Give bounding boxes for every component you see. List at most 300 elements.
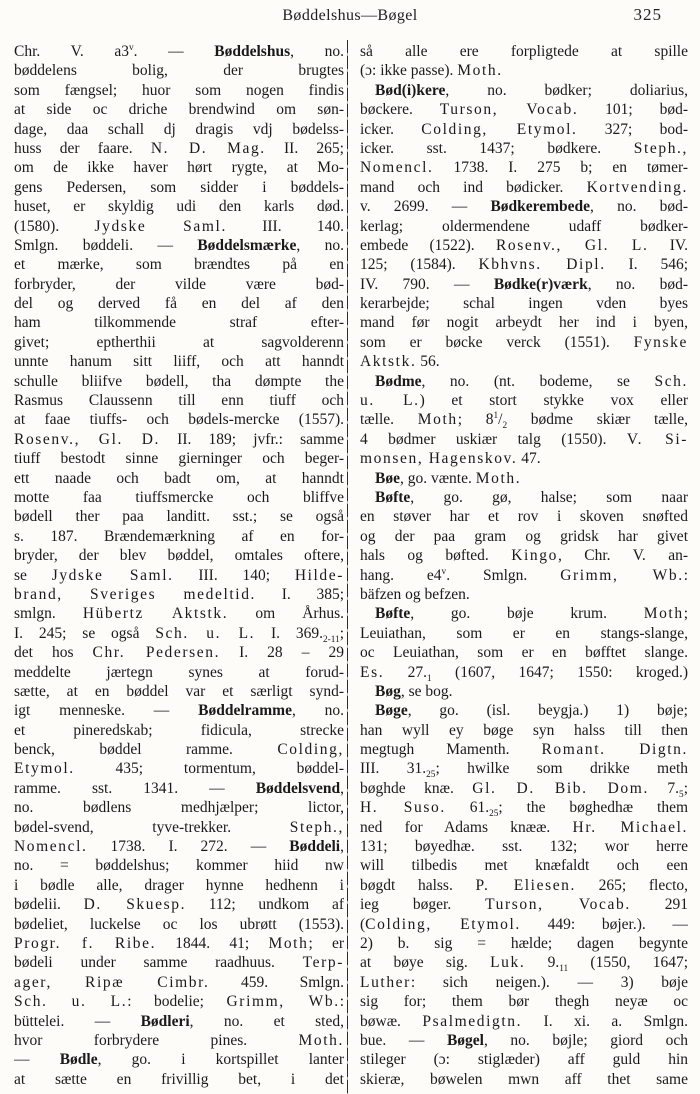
body-text: 7.	[648, 779, 680, 797]
body-text: 11	[559, 964, 569, 973]
text-line	[360, 934, 688, 953]
text-line	[14, 643, 344, 662]
body-text: icker. sst. 1437; bødkere.	[360, 139, 634, 157]
body-text: Moth.	[475, 469, 522, 487]
body-text: 9.	[525, 954, 560, 972]
body-text: givet; eptherthii at sagvolderenn	[14, 333, 344, 351]
body-text: en støver har et rov i skoven snøfted	[360, 508, 688, 526]
body-text: ) et stort stykke vox eller	[419, 392, 688, 410]
body-text: Moth	[268, 934, 309, 952]
body-text: , no.	[290, 43, 344, 60]
body-text: V. Si-	[626, 430, 688, 448]
body-text: stileger (ɔ: stiglæder) aff guld hin	[360, 1051, 688, 1069]
body-text: I. xi. a. Smlgn.	[522, 1012, 688, 1030]
body-text: huset, er skyldig udi den karls død.	[14, 198, 344, 216]
headword-text: Bøddelshus	[214, 43, 291, 60]
body-text: v	[441, 566, 447, 577]
body-text: at sætte en frivillig bet, i det	[14, 1070, 344, 1088]
body-text: 265; flecto,	[576, 876, 688, 894]
body-text: hals og bøfted.	[360, 547, 512, 565]
body-text: , go. bøje krum.	[410, 605, 644, 623]
text-line	[14, 934, 344, 953]
text-line	[360, 178, 688, 197]
body-text: Kbhvns. Dipl.	[478, 256, 606, 274]
headword-text: Bøgel	[446, 1031, 484, 1049]
body-text: :	[683, 566, 688, 584]
body-text: (	[360, 915, 366, 933]
body-text: 2	[502, 421, 508, 430]
text-line	[360, 372, 688, 391]
body-text: /	[498, 411, 503, 429]
body-text: 5	[679, 789, 684, 799]
body-text: 47.	[517, 450, 541, 468]
text-line	[14, 953, 344, 972]
body-text: ; hwilke som drikke meth	[435, 760, 688, 778]
body-text: (1580).	[14, 217, 95, 235]
body-text: Chr. Pedersen.	[92, 644, 221, 662]
body-text: meddelte jærtegn synes at forud-	[14, 663, 344, 681]
text-line	[360, 721, 688, 740]
body-text: 131; bøyedhæ. sst. 132; wor herre	[360, 838, 688, 856]
text-line	[360, 507, 688, 526]
body-text: 27.	[384, 663, 427, 681]
body-text: 61.	[445, 799, 490, 817]
body-text: se	[14, 566, 52, 584]
text-line	[360, 61, 688, 80]
body-text: huss der faare.	[14, 139, 151, 157]
text-line	[360, 837, 688, 856]
body-text: bødell ther paa landitt. sst.; se også	[14, 508, 344, 526]
body-text: Turson, Vocab.	[485, 896, 631, 914]
body-text: 327; bod-	[577, 120, 688, 138]
text-line	[360, 391, 688, 410]
body-text: I. 245; se også	[14, 624, 156, 642]
text-line	[360, 585, 688, 604]
body-text: mand och ind bødicker.	[360, 178, 587, 196]
body-text: del og derved få en del af den	[14, 295, 344, 313]
body-text: , no. bød-	[587, 275, 688, 293]
text-line	[14, 604, 344, 623]
headword-text: Bøfte	[375, 488, 411, 506]
body-text: Sch. u. L.	[14, 993, 128, 1011]
body-text: Moth	[643, 605, 684, 623]
body-text: 56.	[416, 353, 440, 371]
body-text: Luk.	[490, 954, 526, 972]
body-text: bøwæ.	[360, 1012, 423, 1030]
text-line	[14, 856, 344, 875]
body-text: ham tilkommende straf efter-	[14, 314, 344, 332]
body-text: III. 140.	[226, 217, 344, 235]
body-text: ett naade och badt om, at hanndt	[14, 469, 344, 487]
text-line	[14, 566, 344, 585]
body-text: 435; tormentum, bøddel-	[74, 760, 344, 778]
text-line	[14, 1070, 344, 1089]
body-text: 1	[493, 411, 499, 422]
body-text: s. 187. Brændemærkning af en for-	[14, 527, 344, 545]
text-line	[360, 876, 688, 895]
body-text: , no. et sted,	[189, 1012, 344, 1030]
body-text: 1738. I. 275 b; en tømer-	[433, 159, 688, 177]
body-text: Turson, Vocab.	[439, 101, 579, 119]
body-text: igt menneske. —	[14, 702, 199, 720]
body-text: Aktstk.	[360, 353, 417, 371]
text-line	[14, 779, 344, 798]
body-text: at side oc driche brendwind om søn-	[14, 101, 344, 119]
text-line	[14, 527, 344, 546]
body-text: om de ikke haver hørt rygte, at Mo-	[14, 159, 344, 177]
body-text: (ɔ: ikke passe).	[360, 62, 458, 80]
text-line	[14, 973, 344, 992]
text-line	[14, 197, 344, 216]
body-text: megtugh Mamenth.	[360, 741, 542, 759]
body-text: Steph.,	[289, 818, 344, 836]
body-text: Rasmus Claussenn till enn tiuff och	[14, 392, 344, 410]
body-text: 4 bødmer uskiær talg (1550).	[360, 430, 627, 448]
body-text: skieræ, bøwelen mwn aff thet same	[360, 1070, 688, 1088]
body-text: v	[128, 42, 134, 53]
text-line	[360, 527, 688, 546]
body-text: I. 546;	[605, 256, 688, 274]
body-text: 101; bød-	[578, 101, 688, 119]
body-text: som fængsel; huor som nogen findis	[14, 81, 344, 99]
text-line	[14, 701, 344, 720]
body-text: et pineredskab; fidicula, strecke	[14, 721, 344, 739]
body-text: bødeliet, luckelse oc los ubrøtt (1553).	[14, 915, 344, 933]
text-line	[360, 313, 688, 332]
text-line	[14, 100, 344, 119]
body-text: sætte, at en bøddel var et særligt synd-	[14, 682, 344, 700]
body-text: Romant. Digtn.	[541, 741, 688, 759]
text-line	[14, 313, 344, 332]
text-line	[360, 352, 688, 371]
body-text: II. 189; jvfr.: samme	[160, 430, 344, 448]
body-text: icker.	[360, 120, 422, 138]
body-text: Sch.	[654, 372, 688, 390]
text-line	[360, 158, 688, 177]
body-text: 2) b. sig = hælde; dagen begynte	[360, 934, 688, 952]
headword-text: Bøe	[375, 469, 400, 487]
text-line	[360, 1070, 688, 1089]
body-text: ieg bøger.	[360, 896, 486, 914]
body-text: 291	[630, 896, 688, 914]
body-text: ; er	[308, 934, 344, 952]
body-text: om Århus.	[228, 605, 344, 623]
text-line	[14, 410, 344, 429]
body-text: ;	[683, 779, 688, 797]
text-line	[14, 430, 344, 449]
body-text: Nomencl.	[360, 159, 434, 177]
body-text: 459. Smlgn.	[209, 973, 344, 991]
body-text: 1844. 41;	[156, 934, 269, 952]
body-text: bryder, der blev bøddel, omtales oftere,	[14, 547, 344, 565]
text-line	[14, 992, 344, 1011]
body-text: det hos	[14, 644, 93, 662]
body-text: , no.	[296, 236, 344, 254]
text-line	[14, 895, 344, 914]
headword-text: Bøddelramme	[198, 702, 292, 720]
body-text: will tilbedis met knæfaldt och een	[360, 857, 688, 875]
body-text: , go. gø, halse; som naar	[410, 488, 688, 506]
text-line	[360, 895, 688, 914]
text-line	[14, 178, 344, 197]
body-text: bødeli under samme raadhuus.	[14, 954, 303, 972]
text-line	[14, 217, 344, 236]
body-text: bødelii.	[14, 896, 84, 914]
text-line	[14, 391, 344, 410]
headword-text: Bødme	[375, 372, 422, 390]
column-divider-rule	[347, 40, 348, 1094]
body-text: 125; (1584).	[360, 256, 479, 274]
body-text: at bøye sig.	[360, 954, 491, 972]
body-text: :	[339, 993, 344, 1011]
body-text: sig for; them bør thegh neyæ oc	[360, 993, 688, 1011]
body-text: , se bog.	[400, 682, 453, 700]
body-text: Gl. D. Bib. Dom.	[472, 779, 649, 797]
text-line	[14, 449, 344, 468]
body-text: i bødle alle, drager hynne hedhenn i	[14, 876, 344, 894]
text-line	[14, 663, 344, 682]
body-text: u. L.	[360, 392, 420, 410]
body-text: no. = bøddelshus; kommer hiid nw	[14, 857, 344, 875]
body-text: . Smlgn.	[446, 566, 561, 584]
body-text: Kortvending.	[586, 178, 688, 196]
text-line	[360, 197, 688, 216]
body-text: , Chr. V. an-	[557, 547, 688, 565]
text-line	[360, 120, 688, 139]
body-text: ramme. sst. 1341. —	[14, 779, 256, 797]
body-text: Jydske Saml.	[94, 217, 227, 235]
body-text: Sch. u. L.	[155, 624, 256, 642]
body-text: 25	[426, 770, 436, 779]
body-text: D. Skuesp.	[83, 896, 187, 914]
text-line	[14, 236, 344, 255]
body-text: I. 385;	[256, 585, 344, 603]
body-text: Grimm, Wb.	[226, 993, 340, 1011]
text-line	[14, 546, 344, 565]
running-header-title: Bøddelshus—Bøgel	[282, 7, 418, 24]
text-line	[14, 915, 344, 934]
text-line	[14, 469, 344, 488]
body-text: Chr. V. a3	[14, 43, 129, 60]
page-number: 325	[633, 5, 662, 24]
text-line	[360, 856, 688, 875]
text-line	[360, 818, 688, 837]
text-line	[14, 721, 344, 740]
text-line	[14, 333, 344, 352]
text-line	[14, 507, 344, 526]
body-text: Leuiathan, som er en stangs-slange,	[360, 624, 688, 642]
body-text: hvor forbrydere pines.	[14, 1031, 299, 1049]
right-text-column	[360, 42, 688, 1089]
body-text: Luther	[360, 973, 411, 991]
body-text: ,	[340, 838, 344, 856]
text-line	[14, 624, 344, 643]
body-text: bødme skiær tælle,	[507, 411, 688, 429]
body-text: I. 369.	[255, 624, 323, 642]
body-text: büttelei. —	[14, 1012, 141, 1030]
headword-text: Bødke(r)værk	[493, 275, 588, 293]
text-line	[360, 1012, 688, 1031]
text-line	[360, 798, 688, 817]
body-text: og der paa gram og gridsk har givet	[360, 527, 688, 545]
body-text: 112; undkom af	[186, 896, 344, 914]
body-text: oc Leuiathan, som er en bøfftet slange.	[360, 644, 688, 662]
text-line	[360, 973, 688, 992]
body-text: II. 265;	[265, 139, 344, 157]
body-text: han wyll ey bøge syn halss till then	[360, 721, 688, 739]
text-line	[360, 915, 688, 934]
text-line	[14, 255, 344, 274]
body-text: Moth.	[298, 1031, 344, 1049]
text-line	[360, 566, 688, 585]
body-text: som er bøcke verck (1551).	[360, 333, 634, 351]
text-line	[14, 139, 344, 158]
body-text: 449: bøjer.). —	[520, 915, 688, 933]
text-line	[14, 740, 344, 759]
headword-text: Bødkerembede	[490, 198, 591, 216]
text-line	[360, 488, 688, 507]
body-text: , no. bødker; doliarius,	[445, 81, 688, 99]
text-line	[14, 1050, 344, 1069]
body-text: v. 2699. —	[360, 198, 491, 216]
body-text: ;	[339, 624, 344, 642]
text-line	[360, 759, 688, 778]
text-line	[360, 217, 688, 236]
body-text: bøghde knæ.	[360, 779, 473, 797]
body-text: III. 31.	[360, 760, 427, 778]
body-text: 2-11	[323, 634, 340, 644]
body-text: I. 28 – 29	[220, 644, 344, 662]
body-text: Terp-	[302, 954, 344, 972]
text-line	[14, 837, 344, 856]
body-text: , go. i kortspillet lanter	[97, 1051, 344, 1069]
body-text: Etymol.	[14, 760, 75, 778]
body-text: Kingo	[511, 547, 558, 565]
text-line	[360, 81, 688, 100]
body-text: Rosenv., Gl. L.	[495, 236, 649, 254]
body-text: bøgdt halss.	[360, 876, 476, 894]
text-line	[14, 61, 344, 80]
text-line	[14, 1012, 344, 1031]
body-text: embede (1522).	[360, 236, 496, 254]
text-line	[360, 604, 688, 623]
left-text-column	[14, 42, 344, 1089]
body-text: tiuff bestodt sinne gierninger och beger-	[14, 450, 344, 468]
text-line	[360, 139, 688, 158]
body-text: ; the bøghedhæ them	[498, 799, 688, 817]
text-line	[360, 430, 688, 449]
body-text: 1738. I. 272. —	[87, 838, 290, 856]
body-text: , no. bød-	[590, 198, 688, 216]
text-line	[360, 992, 688, 1011]
text-line	[14, 120, 344, 139]
body-text: så alle ere forpligtede at spille	[360, 43, 688, 60]
body-text: —	[14, 1051, 60, 1069]
body-text: ,	[340, 779, 344, 797]
text-line	[360, 294, 688, 313]
body-text: Psalmedigtn.	[422, 1012, 523, 1030]
body-text: ; 8	[457, 411, 494, 429]
headword-text: Bøge	[375, 702, 408, 720]
body-text: dage, daa schall dj dragis vdj bødelss-	[14, 120, 344, 138]
body-text: IV.	[648, 236, 688, 254]
body-text: : bodelie;	[127, 993, 227, 1011]
body-text: Moth.	[457, 62, 503, 80]
text-line	[360, 42, 688, 61]
text-line	[14, 585, 344, 604]
body-text: Nomencl.	[14, 838, 88, 856]
text-line	[14, 1031, 344, 1050]
body-text: Colding, Etymol.	[365, 915, 521, 933]
text-line	[360, 682, 688, 701]
text-line	[14, 682, 344, 701]
headword-text: Bøfte	[375, 605, 411, 623]
body-text: Jydske Saml.	[51, 566, 174, 584]
text-line	[360, 469, 688, 488]
body-text: . —	[133, 43, 215, 60]
body-text: , go. vænte.	[399, 469, 476, 487]
body-text: Rosenv., Gl. D.	[14, 430, 160, 448]
text-line	[14, 294, 344, 313]
body-text: Smlgn. bøddeli. —	[14, 236, 198, 254]
headword-text: Bøg	[375, 682, 401, 700]
body-text: bue. —	[360, 1031, 447, 1049]
text-line	[360, 275, 688, 294]
body-text: (1550, 1647;	[568, 954, 688, 972]
body-text: benck, bøddel ramme.	[14, 741, 278, 759]
text-line	[14, 158, 344, 177]
body-text: ager, Ripæ Cimbr.	[14, 973, 210, 991]
headword-text: Bødleri	[140, 1012, 190, 1030]
body-text: Moth	[417, 411, 458, 429]
text-line	[360, 663, 688, 682]
text-line	[360, 779, 688, 798]
text-line	[360, 236, 688, 255]
text-line	[14, 876, 344, 895]
text-line	[14, 372, 344, 391]
body-text: 25	[489, 809, 499, 818]
headword-text: Bøddeli	[289, 838, 341, 856]
headword-text: Bød(i)kere	[375, 81, 446, 99]
body-text: IV. 790. —	[360, 275, 494, 293]
body-text: Steph.,	[633, 139, 688, 157]
text-line	[360, 333, 688, 352]
text-line	[14, 798, 344, 817]
text-line	[14, 352, 344, 371]
text-line	[14, 275, 344, 294]
body-text: mand før nogit arbeydt her ind i byen,	[360, 314, 688, 332]
body-text: hang. e4	[360, 566, 442, 584]
text-line	[360, 1031, 688, 1050]
text-line	[360, 643, 688, 662]
body-text: Grimm, Wb.	[560, 566, 684, 584]
headword-text: Bøddelsmærke	[197, 236, 297, 254]
text-line	[14, 759, 344, 778]
text-line	[360, 1050, 688, 1069]
text-line	[360, 410, 688, 429]
body-text: tælle.	[360, 411, 418, 429]
body-text: forbryder, der vilde være bød-	[14, 275, 344, 293]
body-text: at faae tiuffs- och bødels-mercke (1557).	[14, 411, 344, 429]
body-text: gens Pedersen, som sidder i bøddels-	[14, 178, 344, 196]
body-text: P. Eliesen.	[475, 876, 577, 894]
body-text: Fynske	[633, 333, 688, 351]
body-text: N. D. Mag.	[150, 139, 266, 157]
body-text: no. bødlens medhjælper; lictor,	[14, 799, 344, 817]
headword-text: Bøddelsvend	[255, 779, 341, 797]
text-line	[360, 953, 688, 972]
body-text: Progr. f. Ribe.	[14, 934, 157, 952]
